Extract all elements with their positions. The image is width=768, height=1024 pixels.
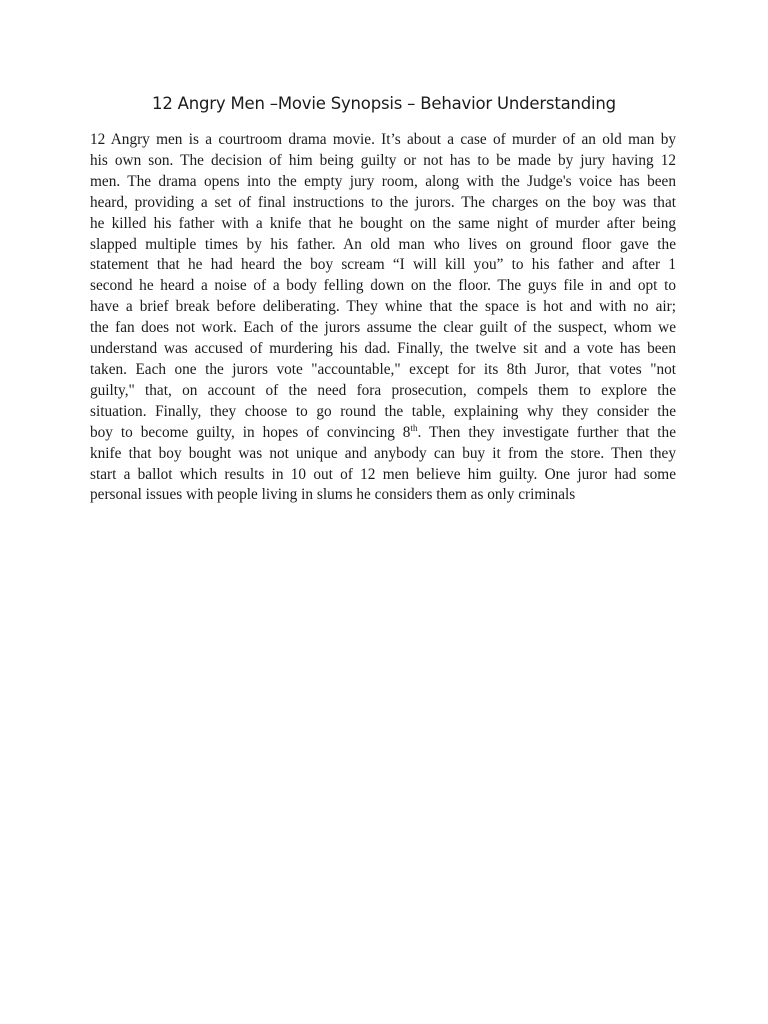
paragraph-line-with-superscript: [90, 423, 676, 444]
paragraph-line: have a brief break before deliberating. They whine that the space is hot and with no air;: [90, 298, 676, 316]
paragraph-line: statement that he had heard the boy scream “I will kill you” to his father and after 1: [90, 256, 676, 274]
paragraph-line: men. The drama opens into the empty jury room, along with the Judge's voice has been: [90, 172, 676, 190]
paragraph-line: taken. Each one the jurors vote "accountable," except for its 8th Juror, that votes "not: [90, 360, 676, 378]
paragraph-line: knife that boy bought was not unique and anybody can buy it from the store. Then they: [90, 444, 676, 462]
paragraph-line: second he heard a noise of a body felling down on the floor. The guys file in and opt to: [90, 277, 676, 295]
document-title: 12 Angry Men –Movie Synopsis – Behavior Understanding: [152, 94, 616, 113]
paragraph-last-line: personal issues with people living in slums he considers them as only criminals: [90, 486, 576, 504]
ordinal-superscript: th: [410, 422, 418, 433]
paragraph-line: situation. Finally, they choose to go round the table, explaining why they consider the: [90, 402, 676, 420]
paragraph-line: the fan does not work. Each of the jurors assume the clear guilt of the suspect, whom we: [90, 319, 676, 337]
paragraph-line: guilty," that, on account of the need fora prosecution, compels them to explore the: [90, 381, 676, 399]
paragraph-line: heard, providing a set of final instructions to the jurors. The charges on the boy was that: [90, 193, 676, 211]
line-text-after-superscript: . Then they investigate further that the: [417, 423, 676, 441]
paragraph-line: start a ballot which results in 10 out of 12 men believe him guilty. One juror had some: [90, 465, 676, 483]
paragraph-line: 12 Angry men is a courtroom drama movie. It’s about a case of murder of an old man by: [90, 131, 676, 148]
paragraph-line: slapped multiple times by his father. An old man who lives on ground floor gave the: [90, 235, 676, 253]
line-text-before-superscript: boy to become guilty, in hopes of convincing 8: [90, 423, 411, 441]
paragraph-line: understand was accused of murdering his dad. Finally, the twelve sit and a vote has been: [90, 340, 676, 358]
document-body-paragraph: [90, 130, 676, 506]
paragraph-line: he killed his father with a knife that he bought on the same night of murder after being: [90, 214, 676, 232]
paragraph-line: his own son. The decision of him being guilty or not has to be made by jury having 12: [90, 151, 676, 169]
